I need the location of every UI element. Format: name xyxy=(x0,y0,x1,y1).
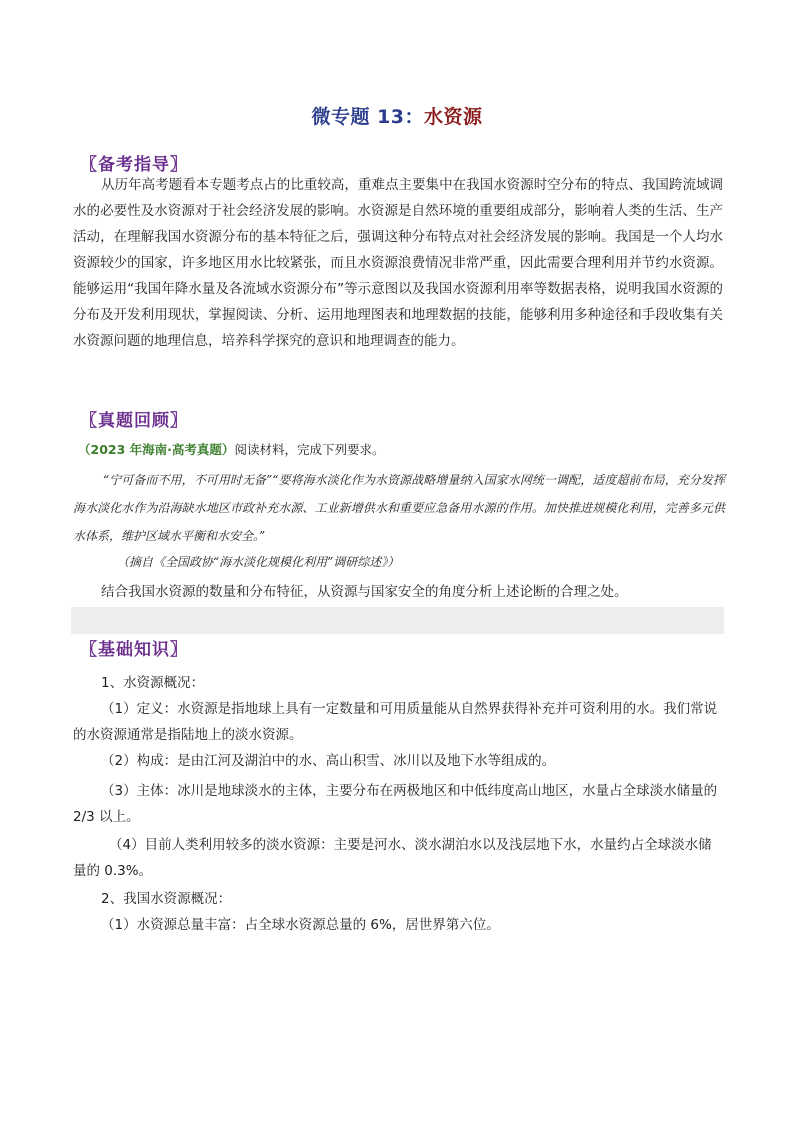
basics-item-total-amount xyxy=(73,912,723,938)
material-quote-text: “宁可备而不用，不可用时无备”“要将海水淡化作为水资源战略增量纳入国家水网统一调配，适度超前布局，充分发挥海水淡化水作为沿海缺水地区市政补充水源、工业新增供水和重要应急备用水源的作用。加快推进规模化利用，完善多元供水体系，维护区域水平衡和水安全。” xyxy=(73,473,725,543)
guide-paragraph xyxy=(73,172,723,354)
exam-source: 2023 年海南·高考真题 xyxy=(90,442,222,457)
basics-item-usable-fresh-water xyxy=(73,832,723,884)
basics-item-definition xyxy=(73,696,723,748)
title-topic-name: 水资源 xyxy=(424,106,483,128)
guide-paragraph-text: 从历年高考题看本专题考点占的比重较高，重难点主要集中在我国水资源时空分布的特点、我国跨流域调水的必要性及水资源对于社会经济发展的影响。水资源是自然环境的重要组成部分，影响着人类的生活、生产活动，在理解我国水资源分布的基本特征之后，强调这种分布特点对社会经济发展的影响。我国是一个人均水资源较少的国家，许多地区用水比较紧张，而且水资源浪费情况非常严重，因此需要合理利用并节约水资源。能够运用“我国年降水量及各流域水资源分布”等示意图以及我国水资源利用率等数据表格，说明我国水资源的分布及开发利用现状，掌握阅读、分析、运用地理图表和地理数据的技能，能够利用多种途径和手段收集有关水资源问题的地理信息，培养科学探究的意识和地理调查的能力。 xyxy=(73,177,723,349)
basics-item-composition-text: （2）构成：是由江河及湖泊中的水、高山积雪、冰川以及地下水等组成的。 xyxy=(101,753,556,769)
section-heading-review: 〖真题回顾〗 xyxy=(80,411,188,431)
section-heading-guide: 〖备考指导〗 xyxy=(80,155,188,175)
material-quote xyxy=(73,466,725,550)
exam-instruction: 阅读材料，完成下列要求。 xyxy=(234,442,385,457)
basics-heading-2: 2、我国水资源概况： xyxy=(101,891,232,907)
section-heading-basics: 〖基础知识〗 xyxy=(80,640,188,660)
basics-heading-1: 1、水资源概况： xyxy=(101,675,205,691)
basics-item-composition xyxy=(73,748,723,774)
basics-item-definition-text: （1）定义：水资源是指地球上具有一定数量和可用质量能从自然界获得补充并可资利用的水。我们常说的水资源通常是指陆地上的淡水资源。 xyxy=(73,701,718,743)
page-title xyxy=(0,102,794,129)
exam-source-line xyxy=(78,440,384,458)
title-topic-number: 微专题 13： xyxy=(311,106,425,128)
source-close-paren: ） xyxy=(221,442,235,457)
basics-item-usable-fresh-water-text: （4）目前人类利用较多的淡水资源：主要是河水、淡水湖泊水以及浅层地下水，水量约占全球淡水储量的 0.3%。 xyxy=(73,837,712,879)
basics-item-main-body-text: （3）主体：冰川是地球淡水的主体，主要分布在两极地区和中低纬度高山地区，水量占全球淡水储量的 2/3 以上。 xyxy=(73,783,718,825)
answer-area xyxy=(71,607,724,634)
basics-item-main-body xyxy=(73,778,723,830)
basics-item-total-amount-text: （1）水资源总量丰富：占全球水资源总量的 6%，居世界第六位。 xyxy=(101,917,500,933)
material-citation: （摘自《全国政协“海水淡化规模化利用”调研综述》） xyxy=(117,555,400,569)
exam-task: 结合我国水资源的数量和分布特征，从资源与国家安全的角度分析上述论断的合理之处。 xyxy=(101,584,628,600)
source-open-paren: （ xyxy=(78,442,91,457)
